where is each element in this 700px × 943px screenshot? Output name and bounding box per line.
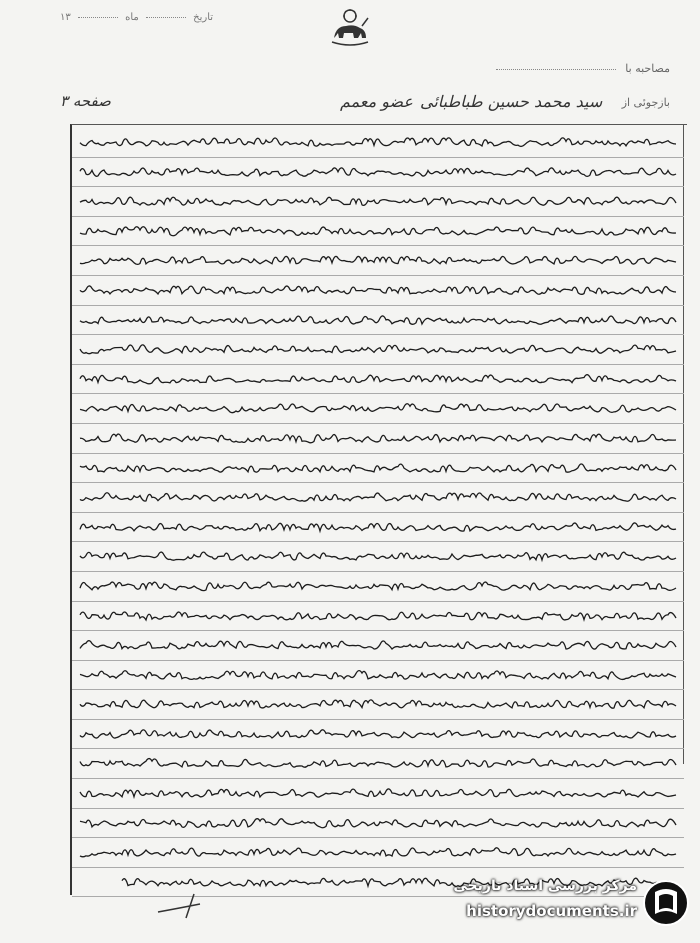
- interview-with-field: [496, 62, 670, 75]
- handwritten-line: [72, 128, 684, 158]
- handwritten-line: [72, 749, 684, 779]
- handwritten-line: [72, 483, 684, 513]
- handwriting-stroke: [78, 193, 678, 209]
- handwritten-line: [72, 572, 684, 602]
- handwriting-stroke: [78, 252, 678, 268]
- handwritten-line: [72, 809, 684, 839]
- handwritten-line: [72, 424, 684, 454]
- handwritten-line: [72, 335, 684, 365]
- handwriting-stroke: [78, 460, 678, 476]
- handwriting-stroke: [78, 785, 678, 801]
- handwriting-stroke: [78, 815, 678, 831]
- handwriting-stroke: [78, 312, 678, 328]
- handwritten-line: [72, 542, 684, 572]
- handwriting-stroke: [78, 637, 678, 653]
- signature-mark: [150, 890, 230, 920]
- handwritten-line: [72, 513, 684, 543]
- header-date-label: تاریخ: [193, 12, 214, 23]
- header-date: [60, 12, 213, 23]
- handwritten-line: [72, 394, 684, 424]
- handwriting-stroke: [78, 726, 678, 742]
- handwritten-line: [72, 690, 684, 720]
- handwriting-stroke: [78, 134, 678, 150]
- handwriting-stroke: [78, 430, 678, 446]
- handwritten-line: [72, 779, 684, 809]
- subject-name: سید محمد حسین طباطبائی: [420, 92, 603, 111]
- handwriting-stroke: [78, 223, 678, 239]
- handwritten-line: [72, 276, 684, 306]
- interview-with-label: مصاحبه با: [625, 62, 670, 75]
- handwritten-line: [72, 720, 684, 750]
- handwritten-line: [72, 631, 684, 661]
- handwritten-line: [72, 306, 684, 336]
- handwritten-line: [72, 217, 684, 247]
- subject-rank: عضو معمم: [340, 92, 413, 111]
- handwritten-line: [72, 661, 684, 691]
- watermark-title: مرکز بررسی اسناد تاریخی: [453, 878, 637, 894]
- handwriting-stroke: [78, 608, 678, 624]
- page-number: صفحه ۳: [60, 92, 111, 110]
- handwriting-stroke: [78, 341, 678, 357]
- handwritten-line: [72, 246, 684, 276]
- lion-and-sun-emblem-icon: [328, 8, 372, 48]
- handwriting-stroke: [78, 667, 678, 683]
- interrogated-field: [622, 96, 670, 109]
- header-year: ۱۳: [60, 12, 71, 23]
- handwriting-stroke: [78, 519, 678, 535]
- handwriting-stroke: [78, 696, 678, 712]
- handwriting-stroke: [78, 489, 678, 505]
- interrogated-label: بازجوئی از: [621, 96, 670, 109]
- watermark-url: historydocuments.ir: [466, 902, 637, 920]
- header-month-label: ماه: [125, 12, 139, 23]
- handwritten-line: [72, 838, 684, 868]
- handwriting-stroke: [78, 755, 678, 771]
- handwriting-stroke: [78, 548, 678, 564]
- handwriting-stroke: [78, 400, 678, 416]
- handwritten-line: [72, 158, 684, 188]
- handwritten-text-block: [72, 128, 684, 897]
- archive-logo-icon: [641, 878, 691, 928]
- handwriting-stroke: [78, 164, 678, 180]
- handwriting-stroke: [78, 282, 678, 298]
- handwritten-line: [72, 602, 684, 632]
- handwritten-line: [72, 187, 684, 217]
- handwriting-stroke: [78, 371, 678, 387]
- handwritten-line: [72, 454, 684, 484]
- handwriting-stroke: [78, 844, 678, 860]
- handwriting-stroke: [78, 578, 678, 594]
- handwritten-line: [72, 365, 684, 395]
- watermark: [395, 872, 695, 938]
